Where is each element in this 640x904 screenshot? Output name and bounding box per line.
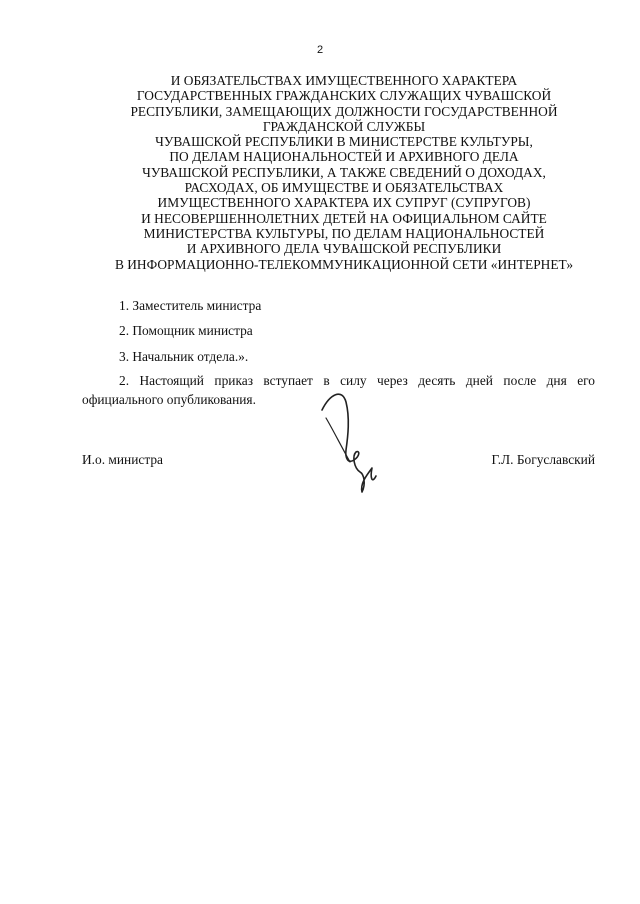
heading-line: И АРХИВНОГО ДЕЛА ЧУВАШСКОЙ РЕСПУБЛИКИ [186, 241, 502, 257]
positions-list [119, 298, 261, 374]
heading-line: ЧУВАШСКОЙ РЕСПУБЛИКИ, А ТАКЖЕ СВЕДЕНИЙ О ДОХОДАХ, [142, 164, 546, 180]
heading-line: ИМУЩЕСТВЕННОГО ХАРАКТЕРА ИХ СУПРУГ (СУПРУГОВ) [157, 195, 531, 211]
heading-line: ГОСУДАРСТВЕННЫХ ГРАЖДАНСКИХ СЛУЖАЩИХ ЧУВАШСКОЙ [136, 88, 552, 104]
handwritten-signature [310, 388, 400, 496]
position-item: 2. Помощник министра [119, 323, 253, 339]
heading-line: ПО ДЕЛАМ НАЦИОНАЛЬНОСТЕЙ И АРХИВНОГО ДЕЛА [169, 149, 519, 165]
heading-line: ГРАЖДАНСКОЙ СЛУЖБЫ [262, 118, 426, 134]
heading-line: И ОБЯЗАТЕЛЬСТВАХ ИМУЩЕСТВЕННОГО ХАРАКТЕРА [170, 73, 518, 88]
signatory-role: И.о. министра [82, 452, 163, 467]
document-heading [70, 73, 618, 272]
heading-line: РАСХОДАХ, ОБ ИМУЩЕСТВЕ И ОБЯЗАТЕЛЬСТВАХ [184, 180, 504, 196]
heading-line: В ИНФОРМАЦИОННО-ТЕЛЕКОММУНИКАЦИОННОЙ СЕТИ «ИНТЕРНЕТ» [114, 256, 574, 272]
clause-2-line-1: 2. Настоящий приказ вступает в силу через десять дней после дня его [119, 373, 595, 388]
heading-line: ЧУВАШСКОЙ РЕСПУБЛИКИ В МИНИСТЕРСТВЕ КУЛЬТУРЫ, [155, 134, 533, 150]
heading-line: И НЕСОВЕРШЕННОЛЕТНИХ ДЕТЕЙ НА ОФИЦИАЛЬНОМ САЙТЕ [141, 210, 547, 226]
heading-line: РЕСПУБЛИКИ, ЗАМЕЩАЮЩИХ ДОЛЖНОСТИ ГОСУДАРСТВЕННОЙ [130, 103, 558, 119]
clause-2-line-2: официального опубликования. [82, 391, 256, 407]
position-item: 1. Заместитель министра [119, 298, 262, 313]
signatory-name: Г.Л. Богуславский [491, 452, 595, 467]
page-number: 2 [316, 44, 324, 56]
position-item: 3. Начальник отдела.». [119, 348, 249, 364]
heading-line: МИНИСТЕРСТВА КУЛЬТУРЫ, ПО ДЕЛАМ НАЦИОНАЛЬНОСТЕЙ [143, 225, 545, 241]
